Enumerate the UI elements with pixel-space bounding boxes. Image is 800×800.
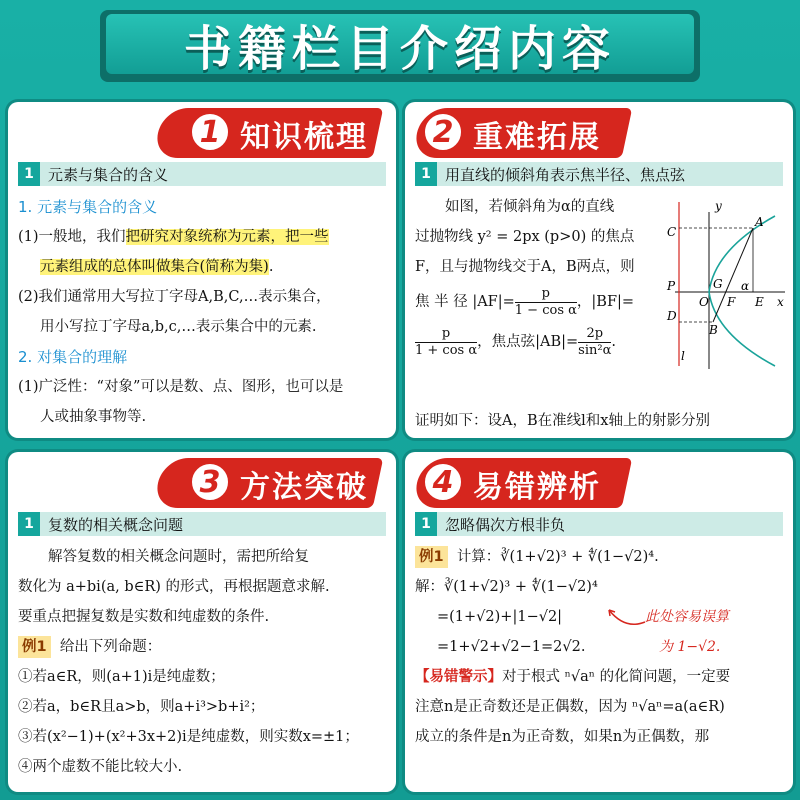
panel-body [18, 192, 386, 432]
highlight: 把研究对象统称为元素，把一些 [125, 229, 329, 245]
section-bar-title: 用直线的倾斜角表示焦半径、焦点弦 [445, 165, 686, 184]
label-E: E [755, 295, 764, 309]
section-number-badge: 1 [188, 110, 232, 154]
text-line: ④两个虚数不能比较大小. [18, 759, 183, 775]
text-line: =1+√2+√2−1=2√2. [437, 639, 586, 655]
panel-methods [8, 452, 396, 792]
example-line: 例1 给出下列命题： [18, 632, 386, 662]
text-line: 过抛物线 y² = 2px (p>0) 的焦点 [415, 229, 635, 245]
text-line: 人或抽象事物等. [40, 409, 147, 425]
label-D: D [667, 309, 677, 323]
panel-title: 知识梳理 [240, 120, 368, 155]
label-O: O [699, 295, 709, 309]
subheading: 1. 元素与集合的含义 [18, 198, 158, 216]
example-label: 例1 [415, 546, 448, 568]
label-F: F [727, 295, 736, 309]
panel-errors [405, 452, 793, 792]
text-line: 解：∛(1+√2)³ + ∜(1−√2)⁴ [415, 579, 598, 595]
warning-label: 【易错警示】 [415, 669, 502, 685]
text-line: ③若(x²−1)+(x²+3x+2)i是纯虚数，则实数x=±1； [18, 729, 359, 745]
section-bar-number: 1 [18, 512, 40, 536]
panel-body [415, 542, 783, 752]
text-line: 【易错警示】对于根式 ⁿ√aⁿ 的化简问题，一定要 [415, 669, 731, 685]
text-line: $\frac{p}{\text{1 + cos α}}$ ，焦点弦|AB|= $\frac{2p}{\text{sin²α}}$ . [415, 325, 616, 358]
subheading: 2. 对集合的理解 [18, 348, 128, 366]
arrow-icon [605, 604, 649, 632]
fraction: $\frac{p}{\text{1 + cos α}}$ [415, 325, 478, 358]
text-line: =(1+√2)+|1−√2| [437, 609, 563, 625]
section-bar [415, 512, 783, 536]
section-bar-number: 1 [415, 512, 437, 536]
section-bar [18, 512, 386, 536]
panel-title: 重难拓展 [473, 120, 601, 155]
text-line: F，且与抛物线交于A，B两点，则 [415, 259, 635, 275]
title-banner [100, 10, 700, 82]
banner-title: 书籍栏目介绍内容 [183, 20, 616, 77]
fraction: $\frac{p}{\text{1 − cos α}}$ [514, 285, 577, 318]
label-alpha: α [741, 279, 750, 293]
fraction: $\frac{2p}{\text{sin²α}}$ [578, 325, 612, 358]
label-l: l [681, 349, 685, 363]
text-line: 用小写拉丁字母a,b,c,…表示集合中的元素. [40, 319, 317, 335]
panel-title: 方法突破 [240, 470, 368, 505]
parabola-figure [665, 194, 787, 374]
text-line: 解答复数的相关概念问题时，需把所给复 [48, 549, 309, 565]
section-bar-title: 复数的相关概念问题 [48, 515, 184, 534]
label-B: B [709, 323, 718, 337]
text-line: 证明如下：设A，B在准线l和x轴上的射影分别 [415, 413, 710, 429]
text-line: ②若a，b∈R且a>b，则a+i³>b+i²； [18, 699, 265, 715]
panel-title: 易错辨析 [473, 470, 601, 505]
panel-difficulty [405, 102, 793, 438]
section-bar-title: 元素与集合的含义 [48, 165, 169, 184]
text-line: (1)广泛性：“对象”可以是数、点、图形，也可以是 [18, 379, 344, 395]
label-A: A [755, 215, 764, 229]
text-line: 注意n是正奇数还是正偶数，因为 ⁿ√aⁿ=a(a∈R) [415, 699, 725, 715]
section-number-badge: 3 [188, 460, 232, 504]
label-G: G [713, 277, 723, 291]
section-bar [415, 162, 783, 186]
text-line: 焦 半 径 |AF|= $\frac{p}{\text{1 − cos α}}$ ，|BF|= [415, 285, 635, 318]
text-line: 如图，若倾斜角为α的直线 [445, 199, 615, 215]
example-label: 例1 [18, 636, 51, 658]
text-line: 要重点把握复数是实数和纯虚数的条件. [18, 609, 270, 625]
highlight: 元素组成的总体叫做集合(简称为集) [40, 259, 269, 275]
panel-knowledge [8, 102, 396, 438]
section-number-badge: 4 [421, 460, 465, 504]
section-number-badge: 2 [421, 110, 465, 154]
section-bar-number: 1 [415, 162, 437, 186]
section-bar [18, 162, 386, 186]
label-P: P [667, 279, 676, 293]
section-bar-title: 忽略偶次方根非负 [445, 515, 566, 534]
panel-body [18, 542, 386, 782]
text-line: 数化为 a+bi(a, b∈R) 的形式，再根据题意求解. [18, 579, 330, 595]
panel-body [415, 192, 669, 362]
text-line: (1)一般地，我们把研究对象统称为元素，把一些 [18, 229, 329, 245]
label-C: C [667, 225, 677, 239]
example-line: 例1 计算：∛(1+√2)³ + ∜(1−√2)⁴. [415, 542, 783, 572]
section-bar-number: 1 [18, 162, 40, 186]
text-line: 成立的条件是n为正奇数，如果n为正偶数，那 [415, 729, 710, 745]
text-line: (2)我们通常用大写拉丁字母A,B,C,…表示集合， [18, 289, 331, 305]
error-note: 此处容易误算 为 1−√2. [645, 609, 729, 655]
text-line: ①若a∈R，则(a+1)i是纯虚数； [18, 669, 225, 685]
label-y: y [715, 199, 722, 213]
label-x: x [777, 295, 784, 309]
text-line: 元素组成的总体叫做集合(简称为集). [40, 259, 274, 275]
